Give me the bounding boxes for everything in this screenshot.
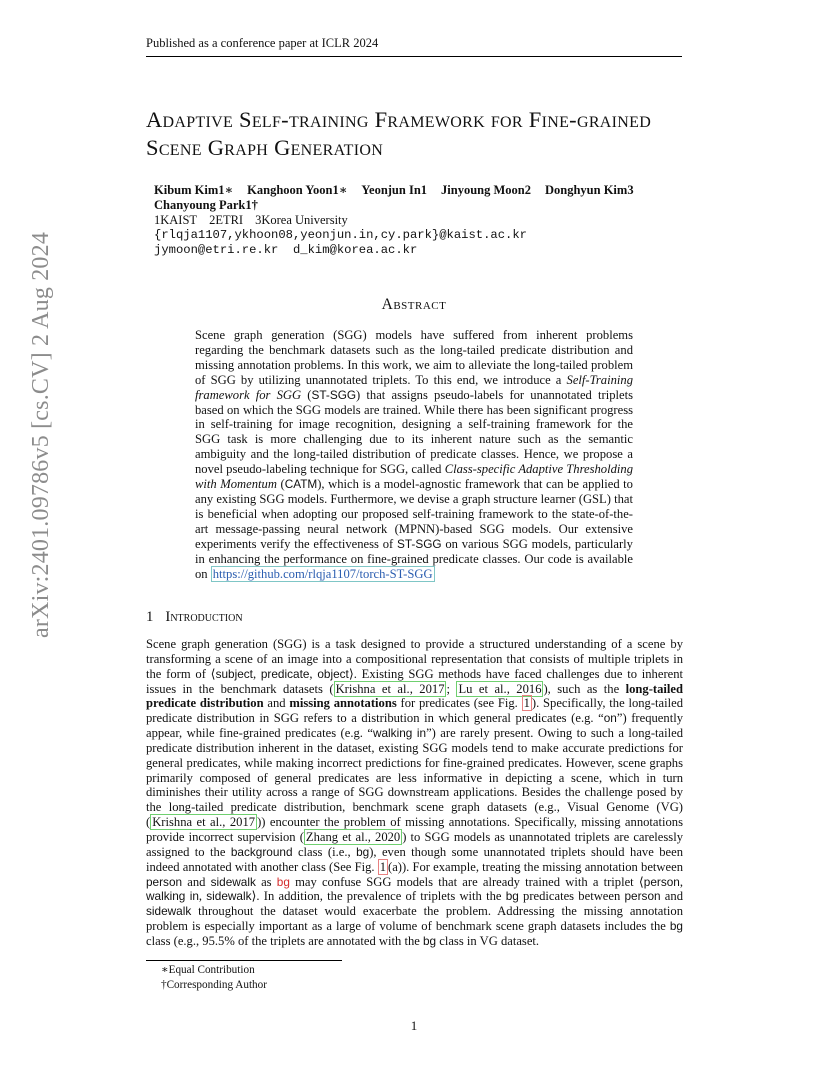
footnote-divider bbox=[146, 960, 342, 961]
affiliation: 2ETRI bbox=[209, 213, 244, 227]
section-heading bbox=[146, 609, 682, 626]
citation-link[interactable]: Lu et al., 2016 bbox=[458, 681, 542, 696]
figure-ref[interactable]: 1 bbox=[523, 696, 530, 711]
inline-term: bg bbox=[505, 889, 519, 904]
inline-term: sidewalk bbox=[146, 904, 192, 919]
section-title-text: Introduction bbox=[165, 609, 243, 625]
introduction-text: Scene graph generation (SGG) is a task designed to provide a structured understanding of a scene by transforming a scene of an image into a compositional representation that consists of multiple triplets in the form of ⟨subject, predicate, object⟩. Existing SGG methods have faced challenges due to inherent issues in the benchmark datasets ( Krishna et al., 2017 ; Lu et al., 2016 ), such as the long-tailed predicate distribution and missing annotations for predicates (see Fig. 1 ). Specifically, the long-tailed predicate distribution in SGG refers to a distribution in which general predicates (e.g. “on”) frequently appear, while fine-grained predicates (e.g. “walking in”) are rarely present. Owing to such a long-tailed predicate distribution inherent in the dataset, existing SGG models tend to make accurate predictions for general predicates, while making incorrect predictions for fine-grained predicates. However, scene graphs primarily composed of general predicates are less informative in depicting a scene, which in turn diminishes their utility across a range of SGG downstream applications. Besides the challenge posed by the long-tailed predicate distribution, benchmark scene graph datasets (e.g., Visual Genome (VG) ( Krishna et al., 2017 )) encounter the problem of missing annotations. Specifically, missing annotations provide incorrect supervision ( Zhang et al., 2020 ) to SGG models as unannotated triplets are carelessly assigned to the background class (i.e., bg), even though some unannotated triplets should have been indeed annotated with another class (See Fig. 1 (a)). For example, treating the missing annotation between person and sidewalk as bg may confuse SGG models that are already trained with a triplet ⟨person, walking in, sidewalk⟩. In addition, the prevalence of triplets with the bg predicates between person and sidewalk throughout the dataset would exacerbate the problem. Addressing the missing annotation problem is especially important as a large of volume of benchmark scene graph datasets includes the bg class (e.g., 95.5% of the triplets are annotated with the bg class in VG dataset. bbox=[146, 637, 684, 948]
citation-year: 2020 bbox=[375, 829, 401, 844]
figure-ref[interactable]: 1 bbox=[379, 859, 386, 874]
abstract-part: which is a model-agnostic framework that can be applied to any existing SGG models. Furthermore, we devise a graph structure learner (GSL) that is beneficial when adopting our proposed self-training framework to the state-of-the-art message-passing neural network (MPNN)-based SGG models. Our extensive experiments verify the effectiveness of bbox=[195, 477, 633, 551]
abstract-part: Scene graph generation (SGG) models have suffered from inherent problems regarding the benchmark datasets such as the long-tailed predicate distribution and missing annotation problems. In this work, we aim to alleviate the long-tailed problem of SGG by utilizing unannotated triplets. To this end, we introduce a bbox=[195, 328, 633, 387]
inline-term: walking in bbox=[146, 889, 199, 904]
inline-term: predicate bbox=[260, 666, 310, 681]
citation-text: Zhang et al., bbox=[305, 829, 371, 844]
abstract-part: that assigns pseudo-labels for unannotated triplets based on which the SGG models are trained. While there has been significant progress in self-training for image recognition, designing a self-training framework for the SGG task is more challenging due to its inherent nature such as the semantic ambiguity and the long-tailed distribution of predicate classes. Hence, we propose a novel pseudo-labeling technique for SGG, called bbox=[195, 387, 633, 477]
author-name: Chanyoung Park1† bbox=[154, 198, 258, 212]
inline-term: walking in bbox=[372, 726, 427, 741]
affiliation: 3Korea University bbox=[255, 213, 348, 227]
paper-title bbox=[146, 106, 691, 162]
abstract-italic: Self-Training framework for SGG bbox=[195, 372, 633, 402]
inline-term: background bbox=[230, 844, 293, 859]
abstract-heading bbox=[146, 296, 682, 314]
citation-year: 2016 bbox=[516, 681, 542, 696]
abstract-text: Scene graph generation (SGG) models have suffered from inherent problems regarding the benchmark datasets such as the long-tailed predicate distribution and missing annotation problems. In this work, we aim to alleviate the long-tailed problem of SGG by utilizing unannotated triplets. To this end, we introduce a Self-Training framework for SGG (ST-SGG) that assigns pseudo-labels for unannotated triplets based on which the SGG models are trained. While there has been significant progress in self-training for image recognition, designing a self-training framework for the SGG task is more challenging due to its inherent nature such as the semantic ambiguity and the long-tailed distribution of predicate classes. Hence, we propose a novel pseudo-labeling technique for SGG, called Class-specific Adaptive Thresholding with Momentum (CATM), which is a model-agnostic framework that can be applied to any existing SGG models. Furthermore, we devise a graph structure learner (GSL) that is beneficial when adopting our proposed self-training framework to the state-of-the-art message-passing neural network (MPNN)-based SGG models. Our extensive experiments verify the effectiveness of ST-SGG on various SGG models, particularly in enhancing the performance on fine-grained predicate classes. Our code is available on https://github.com/rlqja1107/torch-ST-SGG bbox=[195, 328, 633, 581]
abstract-heading-text: Abstract bbox=[381, 296, 447, 313]
bold-term: missing annotations bbox=[289, 696, 397, 711]
running-header: Published as a conference paper at ICLR 2024 bbox=[146, 36, 682, 57]
inline-term: on bbox=[603, 711, 617, 726]
author-name: Kanghoon Yoon1∗ bbox=[247, 183, 348, 197]
affiliations bbox=[154, 213, 694, 228]
author-email: jymoon@etri.re.kr d_kim@korea.ac.kr bbox=[154, 243, 418, 257]
section-number: 1 bbox=[146, 609, 154, 625]
citation-text: Krishna et al. bbox=[335, 681, 410, 696]
citation-year: 2017 bbox=[419, 681, 445, 696]
abstract-part: on various SGG models, particularly in enhancing the performance on fine-grained predicate classes. Our code is available on bbox=[195, 536, 633, 581]
inline-term: bg bbox=[669, 919, 683, 934]
paper-title-text: Adaptive Self-training Framework for Fine-grained Scene Graph Generation bbox=[146, 107, 652, 160]
abstract-italic: Class-specific Adaptive Thresholding with Momentum bbox=[195, 462, 633, 492]
citation-year: 2017 bbox=[229, 815, 256, 830]
inline-term: bg bbox=[356, 844, 370, 859]
affiliation: 1KAIST bbox=[154, 213, 198, 227]
inline-term: person bbox=[146, 874, 183, 889]
citation-link[interactable]: Krishna et al., 2017 bbox=[152, 815, 256, 830]
author-name: Kibum Kim1∗ bbox=[154, 183, 234, 197]
bold-term: long- bbox=[625, 681, 653, 696]
author-block bbox=[154, 183, 694, 258]
author-names bbox=[154, 183, 694, 213]
page-number: 1 bbox=[410, 1018, 418, 1033]
citation-text: Krishna et al. bbox=[152, 815, 223, 830]
method-name: CATM bbox=[284, 477, 318, 492]
author-name: Jinyoung Moon2 bbox=[441, 183, 531, 197]
inline-term: person bbox=[624, 889, 661, 904]
method-name: ST-SGG bbox=[311, 387, 357, 402]
citation-text: Lu et al. bbox=[458, 681, 507, 696]
inline-term: bg bbox=[422, 933, 437, 948]
method-name: ST-SGG bbox=[396, 536, 442, 551]
author-name: Yeonjun In1 bbox=[361, 183, 428, 197]
author-email: {rlqja1107,ykhoon08,yeonjun.in,cy.park}@kaist.ac.kr bbox=[154, 228, 527, 242]
inline-term: sidewalk bbox=[210, 874, 256, 889]
citation-link[interactable]: Krishna et al., 2017 bbox=[335, 681, 445, 696]
inline-term-highlighted: bg bbox=[276, 874, 290, 889]
footnote-corresponding-author: †Corresponding Author bbox=[161, 979, 267, 991]
inline-term: object bbox=[317, 666, 349, 681]
arxiv-stamp: arXiv:2401.09786v5 [cs.CV] 2 Aug 2024 bbox=[28, 231, 54, 638]
code-link[interactable]: https://github.com/rlqja1107/torch-ST-SGG bbox=[212, 566, 433, 581]
bold-term: tailed predicate distribution bbox=[146, 681, 684, 711]
inline-term: subject bbox=[215, 666, 253, 681]
inline-term: person bbox=[643, 874, 680, 889]
author-name: Donghyun Kim3 bbox=[545, 183, 634, 197]
footnote-equal-contribution: ∗Equal Contribution bbox=[161, 964, 255, 976]
footnotes bbox=[161, 963, 267, 993]
citation-link[interactable] bbox=[304, 829, 402, 845]
inline-term: sidewalk bbox=[206, 889, 252, 904]
